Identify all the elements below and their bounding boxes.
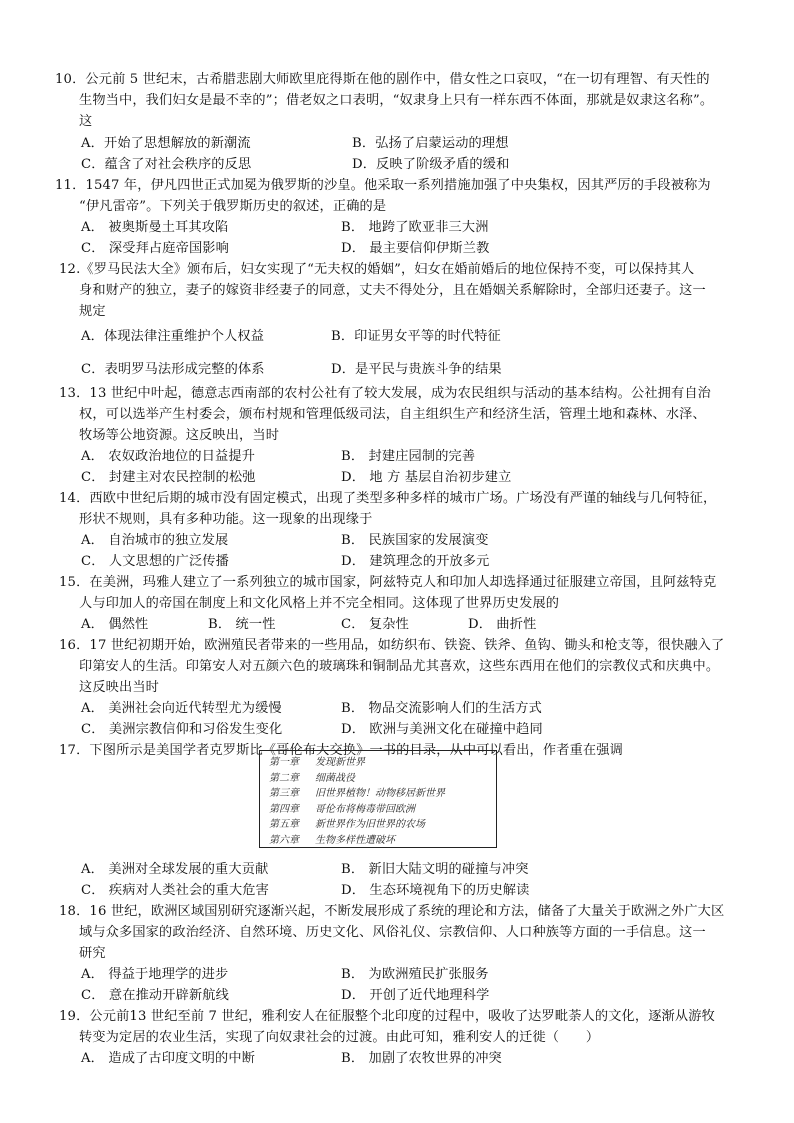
toc-chapter: 第五章 [269, 819, 299, 831]
question-text-line: 牧场等公地资源。这反映出，当时 [79, 428, 280, 443]
option-c[interactable]: C． 疾病对人类社会的重大危害 [81, 883, 269, 898]
option-d[interactable]: D．是平民与贵族斗争的结果 [331, 362, 502, 377]
toc-title: 哥伦布将梅毒带回欧洲 [315, 803, 415, 815]
option-c[interactable]: C． 人文思想的广泛传播 [81, 554, 229, 569]
toc-title: 旧世界植物！动物移居新世界 [315, 788, 445, 800]
option-b[interactable]: B． 物品交流影响人们的生活方式 [341, 701, 542, 716]
toc-chapter: 第三章 [269, 788, 299, 800]
option-c[interactable]: C． 复杂性 [341, 617, 409, 632]
option-d[interactable]: D． 生态环境视角下的历史解读 [341, 883, 530, 898]
question-text-line: 16．17 世纪初期开始，欧洲殖民者带来的一些用品，如纺织布、铁瓷、铁斧、鱼钩、锄头和枪支等，很快融入了 [59, 638, 725, 653]
question-text-line: 权，可以选举产生村委会，颁布村规和管理低级司法，自主组织生产和经济生活，管理土地和森林、水泽、 [79, 407, 706, 422]
question-text-line: 19．公元前13 世纪至前 7 世纪，雅利安人在征服整个北印度的过程中，吸收了达罗毗荼人的文化，逐渐从游牧 [59, 1009, 715, 1024]
toc-title: 生物多样性遭破坏 [315, 834, 395, 846]
question-text-line: 形状不规则，具有多种功能。这一现象的出现缘于 [79, 512, 373, 527]
question-text-line: 域与众多国家的政治经济、自然环境、历史文化、风俗礼仪、宗教信仰、人口种族等方面的一手信息。这一 [79, 925, 706, 940]
book-table-of-contents [259, 750, 497, 848]
question-text-line: 18．16 世纪，欧洲区域国别研究逐渐兴起，不断发展形成了系统的理论和方法，储备了大量关于欧洲之外广大区 [59, 904, 725, 919]
question-text-line: 这 [79, 114, 93, 129]
option-c[interactable]: C．表明罗马法形成完整的体系 [81, 362, 265, 377]
question-text-line: 11．1547 年，伊凡四世正式加冕为俄罗斯的沙皇。他采取一系列措施加强了中央集权，因其严厉的手段被称为 [55, 178, 711, 193]
question-text-line: 研究 [79, 946, 106, 961]
question-text-line: 转变为定居的农业生活，实现了向奴隶社会的过渡。由此可知，雅利安人的迁徙（ ） [79, 1030, 600, 1045]
option-c[interactable]: C．蕴含了对社会秩序的反思 [81, 157, 252, 172]
toc-title: 细菌战役 [315, 772, 355, 784]
question-text-line: 15．在美洲，玛雅人建立了一系列独立的城市国家，阿兹特克人和印加人却选择通过征服建立帝国，且阿兹特克 [59, 575, 717, 590]
option-d[interactable]: D． 开创了近代地理科学 [341, 988, 490, 1003]
option-d[interactable]: D． 地 方 基层自治初步建立 [341, 470, 512, 485]
option-b[interactable]: B． 地跨了欧亚非三大洲 [341, 220, 489, 235]
option-b[interactable]: B． 加剧了农牧世界的冲突 [341, 1051, 502, 1066]
question-text-line: 印第安人的生活。印第安人对五颜六色的玻璃珠和铜制品尤其喜欢，这些东西用在他们的宗教仪式和庆典中。 [79, 659, 720, 674]
toc-title: 发现新世界 [315, 757, 365, 768]
toc-row [269, 755, 496, 771]
option-d[interactable]: D． 最主要信仰伊斯兰教 [341, 241, 490, 256]
toc-row [269, 817, 496, 833]
option-c[interactable]: C． 意在推动开辟新航线 [81, 988, 229, 1003]
option-b[interactable]: B． 为欧洲殖民扩张服务 [341, 967, 489, 982]
question-text-line: 生物当中，我们妇女是最不幸的”；借老奴之口表明，“奴隶身上只有一样东西不体面，那就是奴隶这名称”。 [79, 93, 714, 108]
option-a[interactable]: A． 美洲社会向近代转型尤为缓慢 [81, 701, 282, 716]
question-text-line: 这反映出当时 [79, 680, 160, 695]
option-a[interactable]: A． 美洲对全球发展的重大贡献 [81, 862, 269, 877]
toc-chapter: 第六章 [269, 834, 299, 846]
option-c[interactable]: C． 美洲宗教信仰和习俗发生变化 [81, 722, 283, 737]
option-b[interactable]: B． 统一性 [208, 617, 276, 632]
toc-chapter: 第四章 [269, 803, 299, 815]
option-c[interactable]: C． 深受拜占庭帝国影响 [81, 241, 229, 256]
toc-row [269, 771, 496, 787]
option-c[interactable]: C． 封建主对农民控制的松弛 [81, 470, 256, 485]
option-a[interactable]: A． 偶然性 [81, 617, 149, 632]
toc-row [269, 833, 496, 849]
option-a[interactable]: A． 农奴政治地位的日益提升 [81, 449, 256, 464]
question-text-line: 14．西欧中世纪后期的城市没有固定模式，出现了类型多种多样的城市广场。广场没有严谨的轴线与几何特征， [59, 491, 717, 506]
option-d[interactable]: D． 曲折性 [468, 617, 537, 632]
toc-chapter: 第一章 [269, 757, 299, 768]
option-d[interactable]: D．反映了阶级矛盾的缓和 [352, 157, 510, 172]
option-a[interactable]: A． 造成了古印度文明的中断 [81, 1051, 256, 1066]
toc-chapter: 第二章 [269, 772, 299, 784]
option-a[interactable]: A．体现法律注重维护个人权益 [81, 329, 265, 344]
toc-row [269, 802, 496, 818]
option-b[interactable]: B．印证男女平等的时代特征 [331, 329, 501, 344]
toc-title: 新世界作为旧世界的农场 [315, 819, 425, 831]
option-b[interactable]: B． 民族国家的发展演变 [341, 533, 489, 548]
toc-row [269, 786, 496, 802]
question-text-line: 规定 [79, 304, 106, 319]
option-a[interactable]: A． 被奥斯曼土耳其攻陷 [81, 220, 229, 235]
option-d[interactable]: D． 欧洲与美洲文化在碰撞中趋同 [341, 722, 543, 737]
option-a[interactable]: A． 得益于地理学的进步 [81, 967, 229, 982]
option-b[interactable]: B．弘扬了启蒙运动的理想 [352, 136, 509, 151]
question-text-line: 身和财产的独立，妻子的嫁资非经妻子的同意，丈夫不得处分，且在婚姻关系解除时，全部归还妻子。这一 [79, 283, 706, 298]
question-text-line: 17．下图所示是美国学者克罗斯比《哥伦布大交换》一书的目录，从中可以看出，作者重在强调 [59, 743, 623, 758]
question-text-line: “伊凡雷帝”。下列关于俄罗斯历史的叙述，正确的是 [79, 199, 387, 214]
question-text-line: 13．13 世纪中叶起，德意志西南部的农村公社有了较大发展，成为农民组织与活动的基本结构。公社拥有自治 [59, 386, 712, 401]
option-b[interactable]: B． 封建庄园制的完善 [341, 449, 476, 464]
question-text-line: 12.《罗马民法大全》颁布后，妇女实现了“无夫权的婚姻”，妇女在婚前婚后的地位保持不变，可以保持其人 [59, 262, 695, 277]
option-b[interactable]: B． 新旧大陆文明的碰撞与冲突 [341, 862, 529, 877]
option-a[interactable]: A．开始了思想解放的新潮流 [81, 136, 251, 151]
question-text-line: 10．公元前 5 世纪末，古希腊悲剧大师欧里庇得斯在他的剧作中，借女性之口哀叹，“在一切有理智、有天性的 [55, 72, 710, 87]
question-text-line: 人与印加人的帝国在制度上和文化风格上并不完全相同。这体现了世界历史发展的 [79, 596, 560, 611]
option-d[interactable]: D． 建筑理念的开放多元 [341, 554, 490, 569]
option-a[interactable]: A． 自治城市的独立发展 [81, 533, 229, 548]
